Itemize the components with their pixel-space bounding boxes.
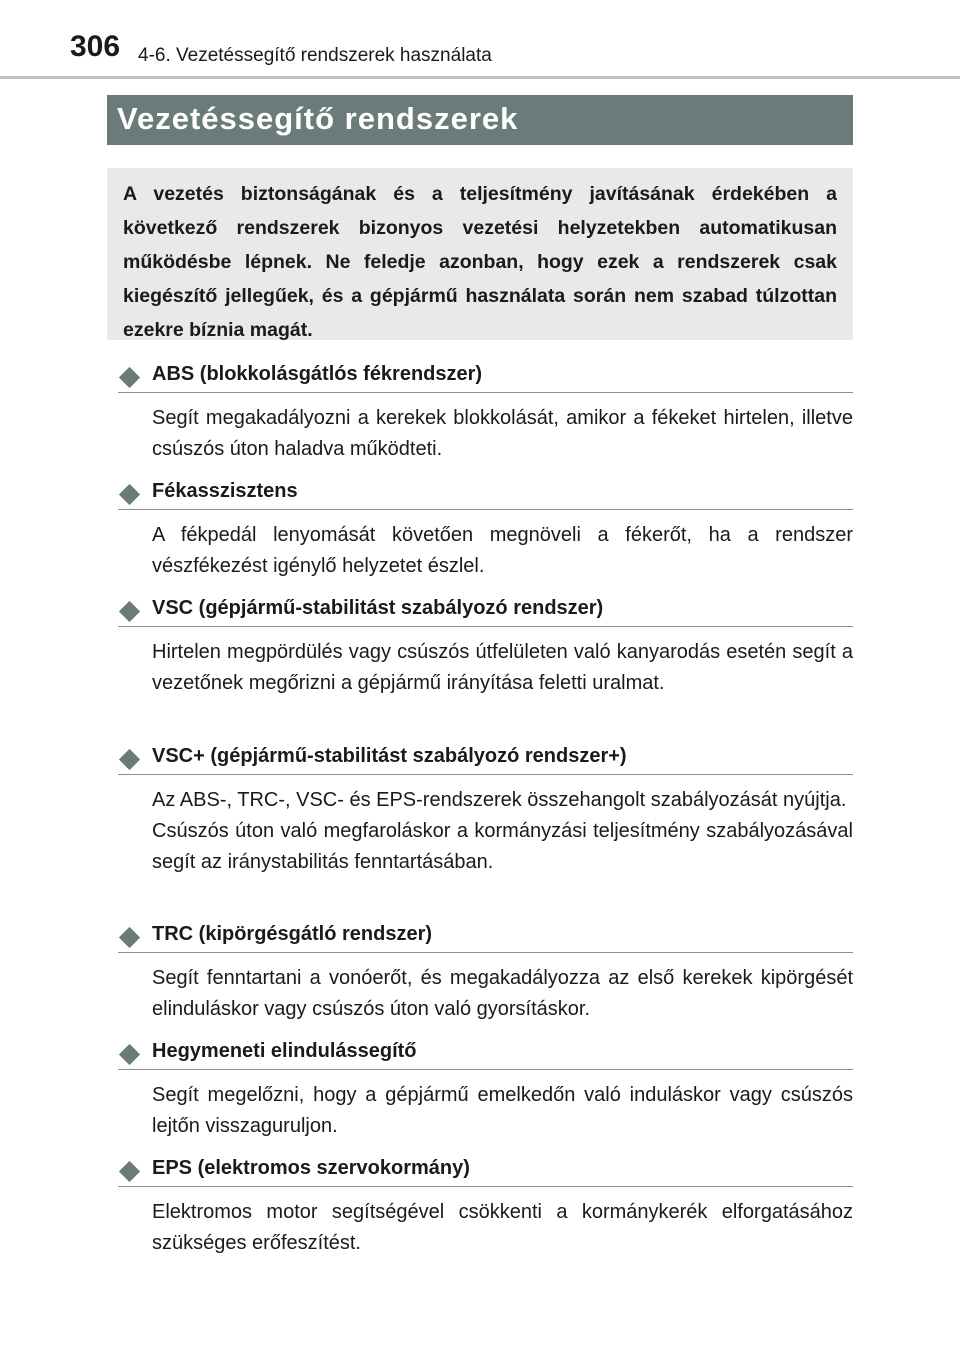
item-title: EPS (elektromos szervokormány) (152, 1157, 470, 1179)
item-rule (118, 952, 853, 953)
section-title: Vezetéssegítő rendszerek (117, 101, 519, 136)
item-rule (118, 774, 853, 775)
item-paragraph: Segít fenntartani a vonóerőt, és megakadályozza az első kerekek kipörgését elinduláskor vagy csúszós úton való gyorsításkor. (152, 967, 853, 1020)
item-brake-assist (118, 480, 853, 582)
page-header (0, 0, 960, 80)
item-rule (118, 1069, 853, 1070)
item-title: TRC (kipörgésgátló rendszer) (152, 923, 433, 945)
item-title: Hegymeneti elindulássegítő (152, 1040, 417, 1062)
running-head: 4-6. Vezetéssegítő rendszerek használata (138, 45, 492, 66)
item-paragraph: Segít megakadályozni a kerekek blokkolását, amikor a fékeket hirtelen, illetve csúszós úton haladva működteti. (152, 407, 853, 460)
diamond-bullet-icon (119, 1161, 140, 1182)
item-heading (118, 1040, 853, 1074)
item-heading (118, 363, 853, 397)
item-paragraph: Csúszós úton való megfaroláskor a kormányzási teljesítmény szabályozásával segít az iránystabilitás fenntartásában. (152, 820, 853, 873)
item-title: VSC+ (gépjármű-stabilitást szabályozó rendszer+) (152, 745, 627, 767)
item-rule (118, 392, 853, 393)
item-hill-start-assist (118, 1040, 853, 1142)
item-title: ABS (blokkolásgátlós fékrendszer) (152, 363, 483, 385)
item-body (152, 1080, 853, 1142)
header-rule (0, 76, 960, 79)
item-title: Fékasszisztens (152, 480, 298, 502)
item-heading (118, 923, 853, 957)
diamond-bullet-icon (119, 367, 140, 388)
item-body (152, 637, 853, 699)
item-heading (118, 480, 853, 514)
item-heading (118, 745, 853, 779)
item-title: VSC (gépjármű-stabilitást szabályozó rendszer) (152, 597, 604, 619)
item-paragraph: Az ABS-, TRC-, VSC- és EPS-rendszerek összehangolt szabályozását nyújtja. (152, 789, 847, 811)
item-vsc-plus (118, 745, 853, 878)
diamond-bullet-icon (119, 1044, 140, 1065)
section-title-bar (107, 95, 853, 145)
item-body (152, 1197, 853, 1259)
item-rule (118, 1186, 853, 1187)
item-vsc (118, 597, 853, 699)
item-body (152, 963, 853, 1025)
item-trc (118, 923, 853, 1025)
item-eps (118, 1157, 853, 1259)
item-heading (118, 1157, 853, 1191)
intro-text: A vezetés biztonságának és a teljesítmény javításának érdekében a következő rendszerek bizonyos vezetési helyzetekben automatikusan működésbe lépnek. Ne feledje azonban, hogy ezek a rendszerek csak kiegészítő jellegűek, és a gépjármű használata során nem szabad túlzottan ezekre bíznia magát. (123, 183, 837, 341)
item-paragraph: Hirtelen megpördülés vagy csúszós útfelületen való kanyarodás esetén segít a vezetőnek megőrizni a gépjármű irányítása feletti uralmat. (152, 641, 853, 694)
diamond-bullet-icon (119, 927, 140, 948)
item-paragraph: Elektromos motor segítségével csökkenti a kormánykerék elforgatásához szükséges erőfeszítést. (152, 1201, 853, 1254)
diamond-bullet-icon (119, 484, 140, 505)
item-body (152, 520, 853, 582)
item-rule (118, 509, 853, 510)
item-heading (118, 597, 853, 631)
item-paragraph: Segít megelőzni, hogy a gépjármű emelkedőn való induláskor vagy csúszós lejtőn visszaguruljon. (152, 1084, 853, 1137)
intro-box (107, 168, 853, 340)
item-body (152, 403, 853, 465)
diamond-bullet-icon (119, 601, 140, 622)
page-number: 306 (70, 30, 121, 63)
item-rule (118, 626, 853, 627)
diamond-bullet-icon (119, 749, 140, 770)
item-body (152, 785, 853, 878)
item-paragraph: A fékpedál lenyomását követően megnöveli a fékerőt, ha a rendszer vészfékezést igénylő helyzetet észlel. (152, 524, 853, 577)
item-abs (118, 363, 853, 465)
